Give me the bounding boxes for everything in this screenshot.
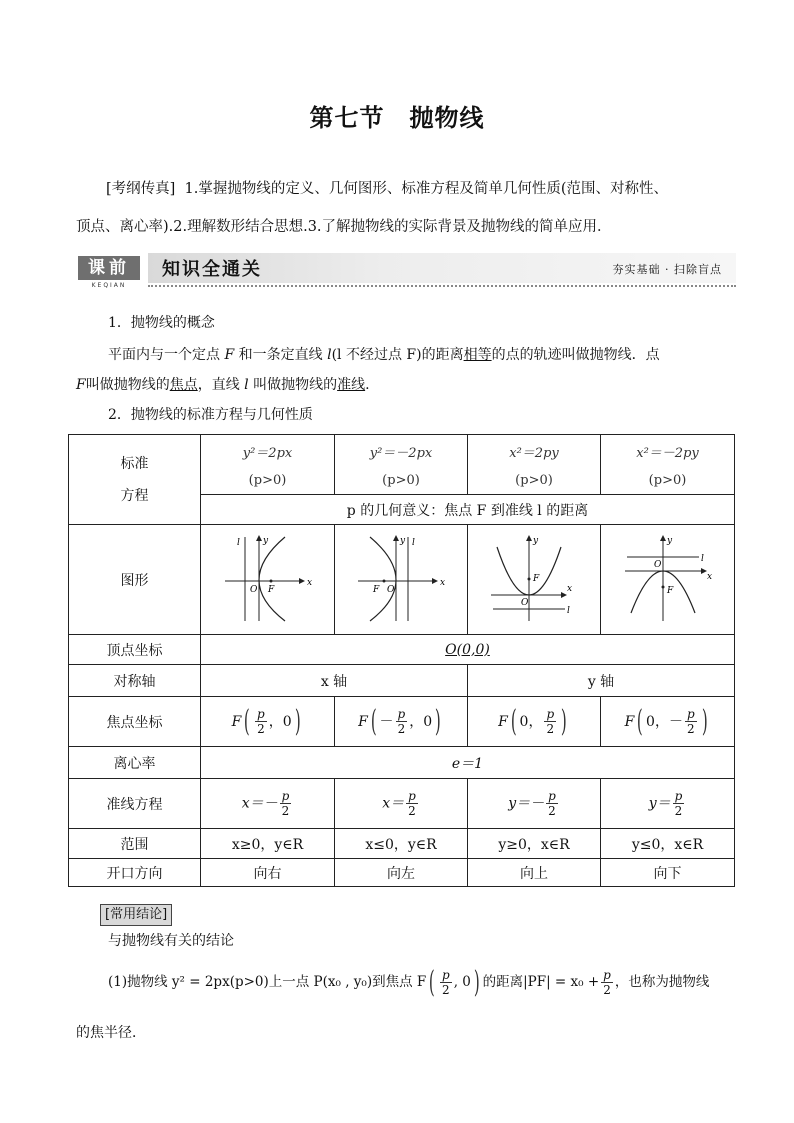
conclusion-item1: (1)抛物线 y² = 2px(p>0)上一点 P(x₀ , y₀)到焦点 F( $\frac{p}{2}$ , 0) 的距离|PF| = x₀ + $\frac{p}{2}$ ，也称为抛物线 (108, 964, 710, 1000)
label-O: O (653, 559, 661, 570)
banner-divider (148, 285, 736, 287)
frac-den: 2 (257, 722, 265, 736)
label-O: O (521, 597, 529, 608)
s1-focus: 焦点 (169, 377, 198, 393)
syllabus-label: [考纲传真] (106, 181, 176, 197)
frac-den: 2 (546, 722, 555, 736)
directrix-cell (201, 779, 335, 829)
paren: ( (510, 703, 517, 739)
table-row (69, 665, 735, 697)
parabola-right-figure (223, 533, 313, 623)
table-row (69, 525, 735, 635)
directrix-cell (468, 779, 601, 829)
table-row (69, 697, 735, 747)
frac-num: p (674, 789, 683, 803)
label-y: y (666, 535, 672, 546)
s1-l: l (244, 377, 249, 393)
frac-den: 2 (408, 804, 416, 818)
label-F: F (267, 584, 274, 595)
label-l: l (236, 537, 240, 548)
table-row (69, 829, 735, 859)
banner-slogan: 夯实基础 · 扫除盲点 (612, 263, 722, 276)
label-x: x (706, 571, 712, 582)
frac-num: p (442, 968, 450, 982)
equation: y²＝2px (242, 445, 293, 461)
figure-cell (335, 525, 468, 635)
s1-text: 叫做抛物线的 (85, 377, 170, 393)
focus-F: F (231, 713, 242, 730)
frac-den: 2 (442, 983, 450, 997)
s1-text: 叫做抛物线的 (253, 377, 338, 393)
paren: ) (561, 703, 567, 739)
s1-text: ，直线 (197, 377, 240, 393)
frac-den: 2 (281, 804, 290, 818)
banner-heading: 知识全通关 (162, 259, 262, 280)
row-label-vertex: 顶点坐标 (69, 635, 201, 665)
paren: ( (637, 703, 644, 739)
table-row (69, 779, 735, 829)
range-cell: y≤0，x∈R (601, 829, 735, 859)
ecc-value: e＝1 (201, 747, 735, 779)
section1-text2 (76, 370, 736, 400)
s1-text: 和一条定直线 (238, 347, 323, 363)
label-l: l (700, 553, 704, 564)
focus-mid: ，0 (409, 713, 433, 730)
parabola-up-figure (489, 533, 579, 623)
frac-num: p (257, 707, 265, 721)
frac-num: p (603, 968, 611, 982)
fraction (440, 968, 452, 997)
dir-pre: x＝－ (241, 795, 278, 812)
table-row (69, 859, 735, 887)
fraction (601, 968, 613, 997)
fraction (544, 707, 556, 736)
conclusion-heading: 与抛物线有关的结论 (108, 933, 234, 949)
open-cell: 向下 (601, 859, 735, 887)
focus-mid: 0， (646, 713, 669, 730)
fraction (685, 707, 697, 736)
parabola-table (68, 434, 735, 887)
label-x: x (440, 577, 446, 588)
section1-text (76, 340, 736, 370)
s1-text: 平面内与一个定点 (108, 347, 220, 363)
frac-num: p (546, 707, 555, 721)
s1-text: (l 不经过点 F)的距离 (331, 347, 464, 363)
label-F: F (666, 585, 673, 596)
eq-cell (335, 435, 468, 495)
vertex-value: O(0,0) (445, 641, 490, 658)
row-label-focus: 焦点坐标 (69, 697, 201, 747)
paren: ( (429, 964, 436, 1000)
fraction (673, 789, 685, 818)
syllabus-line1: 1.掌握抛物线的定义、几何图形、标准方程及简单几何性质(范围、对称性、 (184, 181, 669, 197)
paren: ) (473, 964, 480, 1000)
row-label-ecc: 离心率 (69, 747, 201, 779)
label-y: y (533, 535, 539, 546)
focus-F: F (358, 713, 368, 730)
axis-x: x 轴 (201, 665, 468, 697)
eq-cell (201, 435, 335, 495)
fraction (546, 789, 558, 818)
section-banner (76, 253, 736, 293)
c1-text: 的距离|PF| = x₀ + (482, 974, 600, 990)
label-O: O (249, 584, 257, 595)
axis-y: y 轴 (468, 665, 735, 697)
s1-text: 的点的轨迹叫做抛物线．点 (491, 347, 660, 363)
frac-den: 2 (548, 804, 556, 818)
directrix-cell (601, 779, 735, 829)
banner-pinyin: KEQIAN (91, 282, 127, 289)
equation: x²＝2py (509, 445, 559, 461)
dir-pre: y＝ (648, 795, 671, 812)
table-row (69, 435, 735, 495)
frac-num: p (408, 789, 416, 803)
row-label-directrix: 准线方程 (69, 779, 201, 829)
label-l: l (412, 537, 415, 548)
figure-cell (201, 525, 335, 635)
focus-cell (335, 697, 468, 747)
c1-text: (1)抛物线 y² = 2px(p>0)上一点 P(x₀ , y₀)到焦点 F (108, 974, 427, 990)
focus-mid: ，0 (268, 713, 292, 730)
s1-directrix: 准线 (337, 377, 366, 393)
table-row (69, 635, 735, 665)
paren: ) (701, 703, 708, 739)
focus-cell (468, 697, 601, 747)
vertex-cell (201, 635, 735, 665)
label-x: x (567, 583, 573, 594)
label-y: y (262, 535, 268, 546)
frac-num: p (686, 707, 695, 721)
condition: (p>0) (515, 472, 553, 488)
label-x: x (306, 577, 312, 588)
directrix-cell (335, 779, 468, 829)
conclusion-tag: [常用结论] (100, 904, 172, 926)
frac-num: p (397, 707, 406, 721)
open-cell: 向上 (468, 859, 601, 887)
range-cell: x≥0，y∈R (201, 829, 335, 859)
focus-F: F (498, 713, 508, 730)
focus-sign: － (668, 713, 683, 730)
row-label-range: 范围 (69, 829, 201, 859)
syllabus (76, 170, 736, 246)
dir-pre: x＝ (382, 795, 405, 812)
focus-mid: 0， (519, 713, 543, 730)
condition: (p>0) (648, 472, 687, 488)
fraction (396, 707, 408, 736)
frac-den: 2 (397, 722, 406, 736)
condition: (p>0) (248, 472, 287, 488)
frac-num: p (281, 789, 290, 803)
focus-cell (601, 697, 735, 747)
fraction (280, 789, 292, 818)
page-title: 第七节 抛物线 (309, 104, 485, 132)
label-l: l (567, 605, 570, 616)
section1-heading: 1．抛物线的概念 (108, 315, 215, 331)
label-F: F (533, 573, 540, 584)
p-meaning: p 的几何意义：焦点 F 到准线 l 的距离 (201, 495, 735, 525)
row-label-figure: 图形 (69, 525, 201, 635)
figure-cell (601, 525, 735, 635)
figure-cell (468, 525, 601, 635)
label-y: y (400, 535, 406, 546)
syllabus-line2: 顶点、离心率).2.理解数形结合思想.3.了解抛物线的实际背景及抛物线的简单应用． (76, 219, 612, 235)
paren: ) (435, 703, 441, 739)
s1-l: l (327, 347, 332, 363)
range-cell: y≥0，x∈R (468, 829, 601, 859)
c1-zero: 0 (462, 974, 471, 990)
frac-num: p (548, 789, 556, 803)
range-cell: x≤0，y∈R (335, 829, 468, 859)
frac-den: 2 (603, 983, 611, 997)
table-row (69, 747, 735, 779)
equation: y²＝－2px (369, 445, 433, 461)
parabola-left-figure (356, 533, 446, 623)
fraction (406, 789, 418, 818)
s1-F: F (76, 377, 86, 393)
section2-heading: 2．抛物线的标准方程与几何性质 (108, 407, 313, 423)
s1-F: F (224, 347, 235, 363)
s1-text: . (365, 377, 370, 393)
paren: ( (244, 703, 251, 739)
dir-pre: y＝－ (508, 795, 545, 812)
open-cell: 向左 (335, 859, 468, 887)
row-label-standard: 标准 方程 (69, 435, 201, 525)
open-cell: 向右 (201, 859, 335, 887)
focus-F: F (624, 713, 635, 730)
parabola-down-figure (623, 533, 713, 623)
frac-den: 2 (686, 722, 695, 736)
eq-cell (468, 435, 601, 495)
paren: ( (370, 703, 377, 739)
eq-cell (601, 435, 735, 495)
focus-sign: － (379, 713, 394, 730)
label-F: F (373, 584, 380, 595)
s1-equal: 相等 (463, 347, 492, 363)
c1-text: ，也称为抛物线 (614, 974, 710, 990)
equation: x²＝－2py (636, 445, 699, 461)
conclusion-item1-tail: 的焦半径． (76, 1025, 146, 1041)
label-O: O (387, 584, 395, 595)
row-label-axis: 对称轴 (69, 665, 201, 697)
focus-cell (201, 697, 335, 747)
banner-tag: 课前 (78, 256, 140, 280)
row-label-open: 开口方向 (69, 859, 201, 887)
paren: ) (294, 703, 301, 739)
fraction (255, 707, 267, 736)
condition: (p>0) (382, 472, 420, 488)
frac-den: 2 (674, 804, 683, 818)
